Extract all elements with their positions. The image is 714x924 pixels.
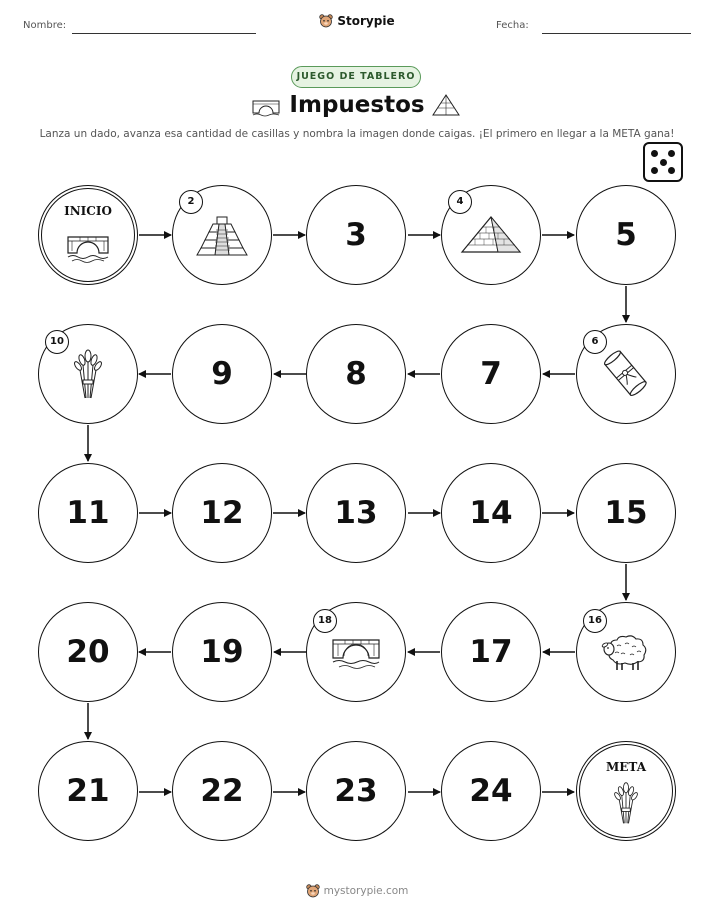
board-cell-7[interactable] bbox=[441, 324, 541, 424]
cell-number: 3 bbox=[345, 217, 367, 253]
board-cell-8[interactable] bbox=[306, 324, 406, 424]
board-cell-5[interactable] bbox=[576, 185, 676, 285]
name-label: Nombre: bbox=[23, 20, 67, 31]
board-cell-22[interactable] bbox=[172, 741, 272, 841]
cell-number-badge: 6 bbox=[583, 330, 607, 354]
cell-number: 19 bbox=[200, 634, 244, 670]
cell-number: 8 bbox=[345, 356, 367, 392]
sheep-icon bbox=[601, 632, 651, 672]
board-cell-23[interactable] bbox=[306, 741, 406, 841]
cell-number: 7 bbox=[480, 356, 502, 392]
cell-number-badge: 16 bbox=[583, 609, 607, 633]
footer-url[interactable]: mystorypie.com bbox=[323, 885, 409, 897]
tag-badge: JUEGO DE TABLERO bbox=[291, 66, 421, 88]
board-cell-goal[interactable] bbox=[576, 741, 676, 841]
cell-number: 12 bbox=[200, 495, 244, 531]
board-cell-15[interactable] bbox=[576, 463, 676, 563]
cell-number: 14 bbox=[469, 495, 513, 531]
board-cell-17[interactable] bbox=[441, 602, 541, 702]
board-cell-11[interactable] bbox=[38, 463, 138, 563]
page-title: Impuestos bbox=[289, 92, 425, 118]
board-cell-13[interactable] bbox=[306, 463, 406, 563]
board-cell-24[interactable] bbox=[441, 741, 541, 841]
bridge-icon bbox=[66, 231, 110, 263]
cell-number: 17 bbox=[469, 634, 513, 670]
cell-number: 15 bbox=[604, 495, 648, 531]
board-cell-start[interactable] bbox=[38, 185, 138, 285]
cell-number: 11 bbox=[66, 495, 110, 531]
scroll-icon bbox=[602, 349, 650, 399]
footer bbox=[0, 884, 714, 901]
cell-number-badge: 10 bbox=[45, 330, 69, 354]
cell-number: 22 bbox=[200, 773, 244, 809]
board-cell-21[interactable] bbox=[38, 741, 138, 841]
board-cell-3[interactable] bbox=[306, 185, 406, 285]
cell-number-badge: 2 bbox=[179, 190, 203, 214]
cell-number: 13 bbox=[334, 495, 378, 531]
cell-number: 23 bbox=[334, 773, 378, 809]
wheat-bundle-icon bbox=[613, 781, 639, 825]
cell-number: 9 bbox=[211, 356, 233, 392]
cell-number: 21 bbox=[66, 773, 110, 809]
board-cell-12[interactable] bbox=[172, 463, 272, 563]
instructions: Lanza un dado, avanza esa cantidad de casillas y nombra la imagen donde caigas. ¡El primero en llegar a la META gana! bbox=[39, 128, 675, 140]
cell-number: 24 bbox=[469, 773, 513, 809]
bridge-icon bbox=[331, 634, 381, 670]
wheat-bundle-icon bbox=[73, 348, 103, 400]
egyptian-pyramid-icon bbox=[460, 215, 522, 255]
cell-number-badge: 4 bbox=[448, 190, 472, 214]
board-cell-14[interactable] bbox=[441, 463, 541, 563]
brand-name: Storypie bbox=[337, 14, 395, 28]
storypie-bear-icon bbox=[306, 884, 320, 898]
start-label: INICIO bbox=[64, 204, 112, 218]
mayan-pyramid-icon bbox=[195, 213, 249, 257]
cell-number: 20 bbox=[66, 634, 110, 670]
cell-number-badge: 18 bbox=[313, 609, 337, 633]
board-cell-20[interactable] bbox=[38, 602, 138, 702]
date-label: Fecha: bbox=[496, 20, 529, 31]
cell-number: 5 bbox=[615, 217, 637, 253]
board-cell-9[interactable] bbox=[172, 324, 272, 424]
board-cell-19[interactable] bbox=[172, 602, 272, 702]
goal-label: META bbox=[605, 760, 646, 774]
